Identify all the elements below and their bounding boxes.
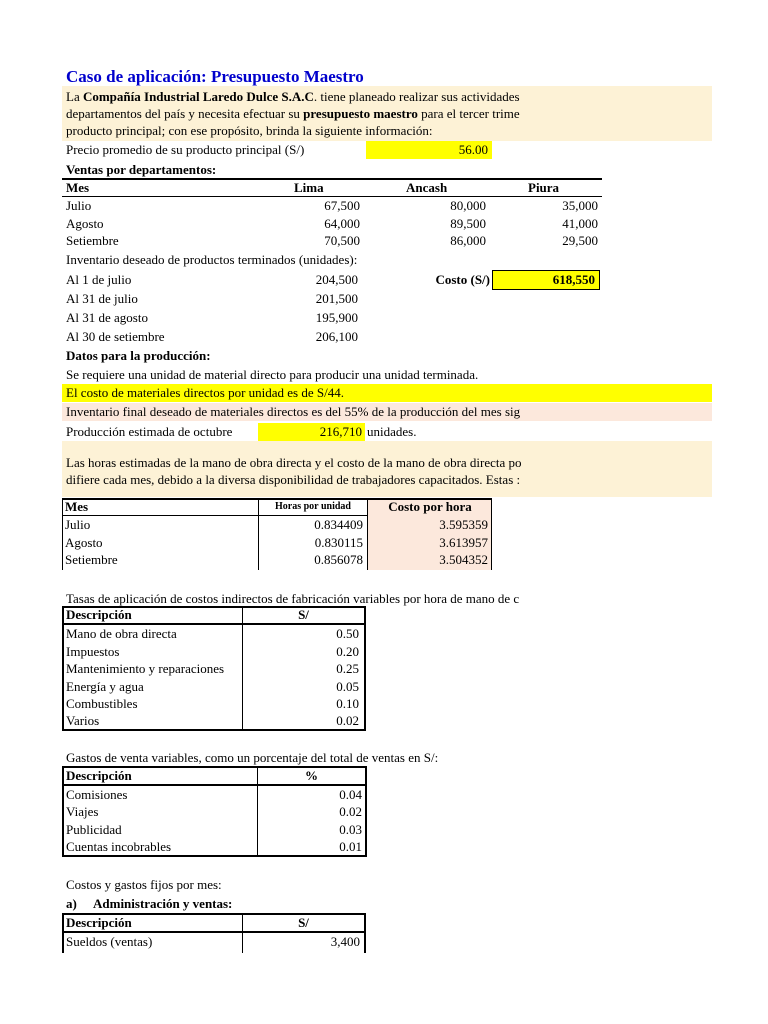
labor-row-month[interactable]: Setiembre: [65, 552, 118, 567]
sales-row-month[interactable]: Setiembre: [66, 233, 119, 248]
overhead-row-desc: Mantenimiento y reparaciones: [66, 661, 225, 676]
overhead-row-value[interactable]: 0.10: [336, 696, 359, 711]
sales-row-ancash[interactable]: 80,000: [450, 198, 486, 213]
intro-block: [62, 86, 712, 141]
inventory-row-value[interactable]: 201,500: [315, 291, 358, 306]
estimate-label: Producción estimada de octubre: [66, 424, 233, 439]
inventory-row-value[interactable]: 204,500: [315, 272, 358, 287]
fixed-table: [62, 913, 366, 953]
fixed-row-desc: Sueldos (ventas): [66, 934, 153, 949]
labor-row-month[interactable]: Agosto: [65, 535, 103, 550]
sales-header-ancash: Ancash: [406, 180, 448, 195]
production-heading: Datos para la producción:: [66, 348, 211, 363]
fixed-header-desc: Descripción: [66, 915, 132, 930]
labor-header-cost: Costo por hora: [388, 499, 472, 514]
inventory-heading: Inventario deseado de productos terminados (unidades):: [66, 252, 358, 267]
selling-row-desc: Cuentas incobrables: [66, 839, 172, 854]
selling-table: [62, 766, 367, 857]
overhead-row-value[interactable]: 0.25: [336, 661, 359, 676]
sales-row-ancash[interactable]: 89,500: [450, 216, 486, 231]
labor-row-cost[interactable]: 3.595359: [439, 517, 488, 532]
selling-row-value[interactable]: 0.02: [339, 804, 362, 819]
labor-header-hours: Horas por unidad: [275, 501, 351, 512]
selling-row-desc: Publicidad: [66, 822, 122, 837]
overhead-row-value[interactable]: 0.02: [336, 713, 359, 728]
inventory-row-value[interactable]: 195,900: [315, 310, 358, 325]
labor-line-1: Las horas estimadas de la mano de obra directa y el costo de la mano de obra directa po: [66, 455, 522, 470]
fixed-subheading: Administración y ventas:: [93, 896, 233, 911]
labor-row-hours[interactable]: 0.856078: [314, 552, 363, 567]
price-label: Precio promedio de su producto principal (S/): [66, 142, 305, 157]
selling-row-value[interactable]: 0.04: [339, 787, 362, 802]
intro-line-3: producto principal; con ese propósito, brinda la siguiente información:: [66, 123, 433, 138]
labor-row-cost[interactable]: 3.613957: [439, 535, 488, 550]
price-value[interactable]: 56.00: [366, 141, 492, 159]
production-line-3-band: [62, 403, 712, 421]
selling-row-desc: Comisiones: [66, 787, 128, 802]
sales-row-lima[interactable]: 70,500: [324, 233, 360, 248]
labor-paragraph: [62, 441, 712, 497]
production-line-2-band: [62, 384, 712, 402]
sales-row-piura[interactable]: 41,000: [562, 216, 598, 231]
overhead-row-desc: Varios: [66, 713, 100, 728]
inventory-row-label: Al 31 de julio: [66, 291, 138, 306]
overhead-row-desc: Impuestos: [66, 644, 120, 659]
labor-row-month[interactable]: Julio: [65, 517, 91, 532]
page-title: Caso de aplicación: Presupuesto Maestro: [66, 67, 364, 86]
intro-line-2: departamentos del país y necesita efectuar su presupuesto maestro para el tercer trime: [66, 106, 520, 121]
fixed-subheading-letter: a): [66, 896, 77, 911]
sales-row-piura[interactable]: 35,000: [562, 198, 598, 213]
sales-header-lima: Lima: [294, 180, 324, 195]
overhead-row-desc: Mano de obra directa: [66, 626, 177, 641]
production-line-3: Inventario final deseado de materiales directos es del 55% de la producción del mes sig: [66, 404, 521, 419]
overhead-intro: Tasas de aplicación de costos indirectos de fabricación variables por hora de mano de c: [66, 591, 520, 606]
labor-row-hours[interactable]: 0.834409: [314, 517, 363, 532]
labor-row-hours[interactable]: 0.830115: [314, 535, 363, 550]
fixed-row-value[interactable]: 3,400: [330, 934, 360, 949]
selling-row-value[interactable]: 0.03: [339, 822, 362, 837]
inventory-row-label: Al 1 de julio: [66, 272, 132, 287]
fixed-intro: Costos y gastos fijos por mes:: [66, 877, 222, 892]
overhead-row-value[interactable]: 0.20: [336, 644, 359, 659]
overhead-row-desc: Energía y agua: [66, 679, 144, 694]
sales-table: [62, 178, 602, 250]
overhead-table: [62, 606, 366, 731]
labor-header-mes: Mes: [65, 499, 89, 514]
selling-header-desc: Descripción: [66, 768, 132, 783]
production-line-2: El costo de materiales directos por unidad es de S/44.: [66, 385, 344, 400]
labor-line-2: difiere cada mes, debido a la diversa disponibilidad de trabajadores capacitados. Estas :: [66, 472, 521, 487]
selling-intro: Gastos de venta variables, como un porcentaje del total de ventas en S/:: [66, 750, 439, 765]
overhead-row-desc: Combustibles: [66, 696, 138, 711]
overhead-row-value[interactable]: 0.05: [336, 679, 359, 694]
selling-row-desc: Viajes: [66, 804, 99, 819]
inventory-row-label: Al 31 de agosto: [66, 310, 148, 325]
sales-row-piura[interactable]: 29,500: [562, 233, 598, 248]
inventory-row-label: Al 30 de setiembre: [66, 329, 165, 344]
sales-row-month[interactable]: Julio: [66, 198, 92, 213]
sales-header-mes: Mes: [66, 180, 90, 195]
sales-row-month[interactable]: Agosto: [66, 216, 104, 231]
labor-row-cost[interactable]: 3.504352: [439, 552, 488, 567]
estimate-unit: unidades.: [367, 424, 417, 439]
selling-header-pct: %: [305, 768, 318, 783]
cost-value[interactable]: 618,550: [492, 270, 600, 290]
fixed-header-amount: S/: [298, 915, 309, 930]
cost-label: Costo (S/): [435, 272, 490, 287]
sales-header-piura: Piura: [528, 180, 560, 195]
estimate-value[interactable]: 216,710: [258, 423, 365, 441]
company-name: Compañía Industrial Laredo Dulce S.A.C: [82, 89, 314, 104]
overhead-header-desc: Descripción: [66, 607, 132, 622]
labor-table: [62, 498, 492, 570]
sales-row-lima[interactable]: 67,500: [324, 198, 360, 213]
production-line-1: Se requiere una unidad de material directo para producir una unidad terminada.: [66, 367, 479, 382]
sales-row-lima[interactable]: 64,000: [324, 216, 360, 231]
overhead-header-amount: S/: [298, 607, 309, 622]
selling-row-value[interactable]: 0.01: [339, 839, 362, 854]
intro-line-1: La Compañía Industrial Laredo Dulce S.A.C. tiene planeado realizar sus actividades: [66, 89, 520, 104]
inventory-row-value[interactable]: 206,100: [315, 329, 358, 344]
overhead-row-value[interactable]: 0.50: [336, 626, 359, 641]
sales-row-ancash[interactable]: 86,000: [450, 233, 486, 248]
sales-heading: Ventas por departamentos:: [66, 162, 217, 177]
